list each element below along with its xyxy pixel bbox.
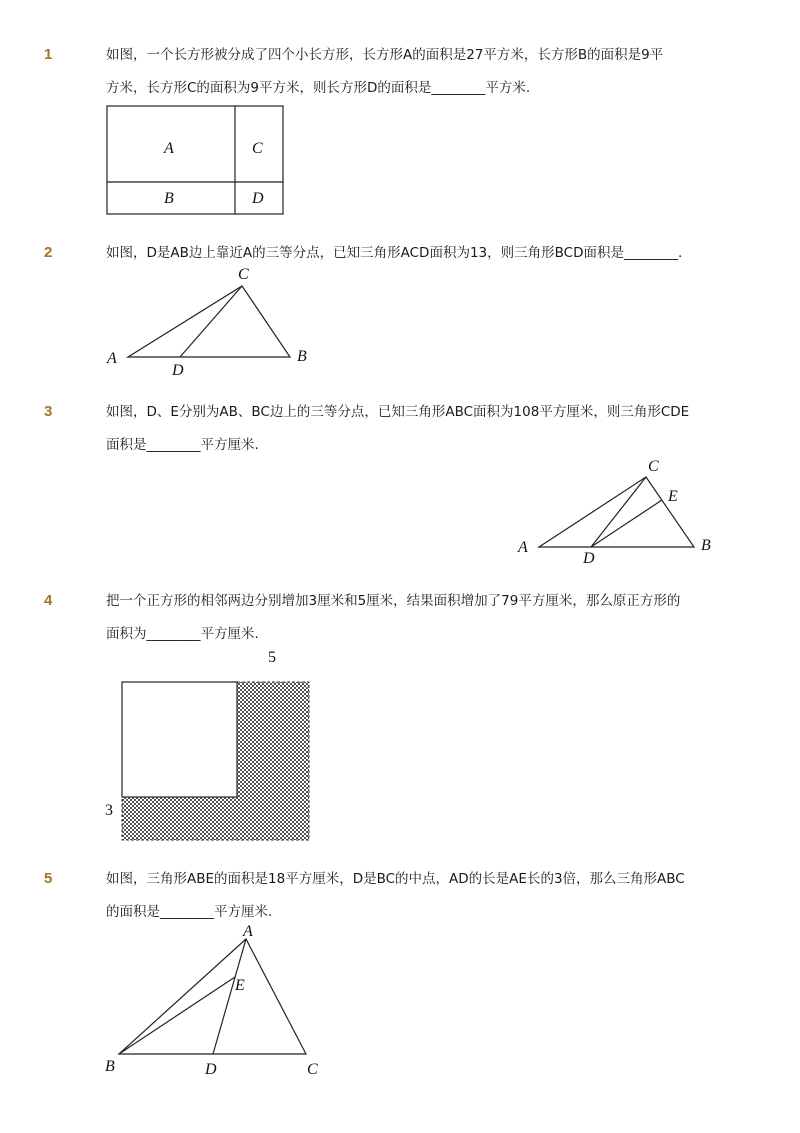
problem-text-line: 的面积是________平方厘米.: [106, 904, 273, 920]
label-E: E: [668, 488, 678, 505]
label-B: B: [297, 348, 307, 365]
label-C: C: [648, 458, 659, 475]
label-D: D: [172, 362, 184, 379]
label-D: D: [252, 190, 264, 207]
label-D: D: [205, 1061, 217, 1078]
rectangle-figure: [100, 100, 300, 220]
problem-number: 4: [44, 592, 53, 609]
label-5: 5: [268, 649, 276, 666]
problem-text-line: 面积是________平方厘米.: [106, 437, 259, 453]
problem-text-line: 如图，D是AB边上靠近A的三等分点，已知三角形ACD面积为13，则三角形BCD面积是________.: [106, 245, 683, 261]
problem-number: 2: [44, 244, 53, 261]
label-C: C: [252, 140, 263, 157]
square-figure: [100, 645, 320, 845]
problem-number: 3: [44, 403, 53, 420]
label-A: A: [164, 140, 174, 157]
label-B: B: [164, 190, 174, 207]
problem-text-line: 把一个正方形的相邻两边分别增加3厘米和5厘米，结果面积增加了79平方厘米，那么原正方形的: [106, 593, 681, 609]
problem-text-line: 方米，长方形C的面积为9平方米，则长方形D的面积是________平方米.: [106, 80, 531, 96]
problem-number: 1: [44, 46, 53, 63]
label-A: A: [518, 539, 528, 556]
label-D: D: [583, 550, 595, 567]
triangle-figure: [510, 455, 730, 570]
problem-text-line: 如图，一个长方形被分成了四个小长方形，长方形A的面积是27平方米，长方形B的面积是9平: [106, 47, 664, 63]
label-C: C: [238, 266, 249, 283]
triangle-figure: [100, 920, 330, 1080]
triangle-figure: [100, 262, 320, 380]
label-B: B: [105, 1058, 115, 1075]
problem-text-line: 如图，D、E分别为AB、BC边上的三等分点，已知三角形ABC面积为108平方厘米，则三角形CDE: [106, 404, 690, 420]
label-E: E: [235, 977, 245, 994]
problem-number: 5: [44, 870, 53, 887]
label-C: C: [307, 1061, 318, 1078]
label-A: A: [107, 350, 117, 367]
label-3: 3: [105, 802, 113, 819]
label-B: B: [701, 537, 711, 554]
problem-text-line: 面积为________平方厘米.: [106, 626, 259, 642]
label-A: A: [243, 923, 253, 940]
problem-text-line: 如图，三角形ABE的面积是18平方厘米，D是BC的中点，AD的长是AE长的3倍，那么三角形ABC: [106, 871, 685, 887]
